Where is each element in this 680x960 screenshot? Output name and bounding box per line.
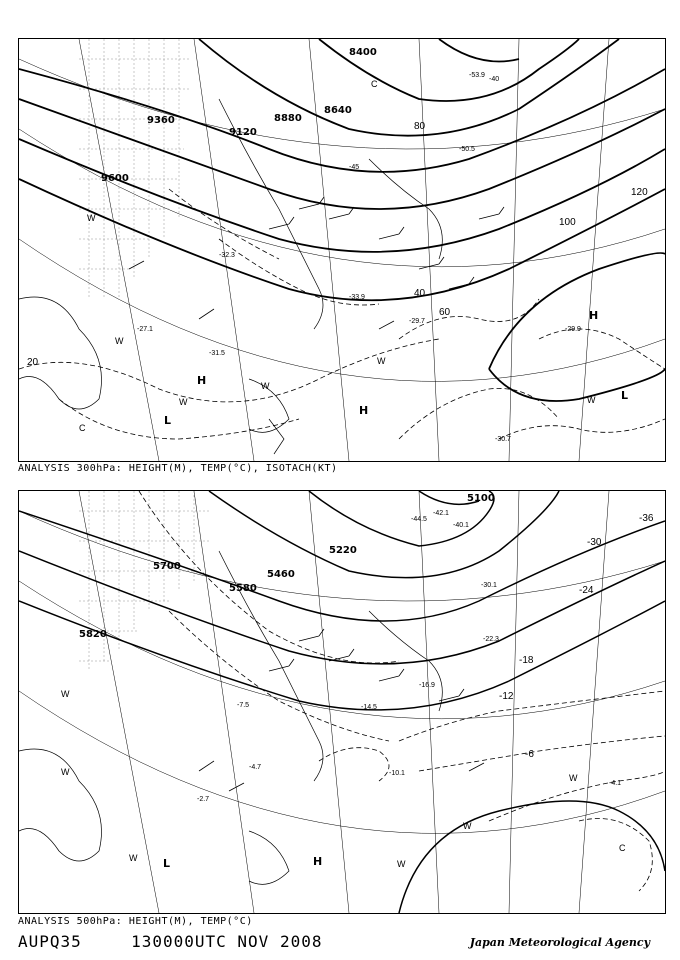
station-label: -7.5 <box>237 702 250 709</box>
temp-label: -36 <box>639 513 654 524</box>
warm-marker: W <box>87 213 96 223</box>
height-label: 5580 <box>229 583 257 594</box>
high-pressure-marker: H <box>359 404 369 417</box>
system-markers <box>163 855 322 870</box>
station-label: -2.7 <box>197 796 210 803</box>
temp-label: -27.1 <box>137 326 153 333</box>
warm-marker: W <box>569 773 578 783</box>
isotach-label: 100 <box>559 217 576 228</box>
chart-code: AUPQ35 <box>18 932 82 951</box>
temp-label: -29.7 <box>409 318 425 325</box>
cold-marker: C <box>79 423 86 433</box>
temp-label: -30.7 <box>495 436 511 443</box>
agency-name: Japan Meteorological Agency <box>469 936 650 949</box>
temp-label: -50.5 <box>459 146 475 153</box>
warm-marker: W <box>261 381 270 391</box>
height-label: 9120 <box>229 127 257 138</box>
low-pressure-marker: L <box>164 414 172 427</box>
warm-cold-markers <box>79 79 599 433</box>
station-label: -16.9 <box>419 682 435 689</box>
temp-label: -32.3 <box>219 252 235 259</box>
coastline <box>19 551 442 884</box>
temp-label: -53.9 <box>469 72 485 79</box>
temp-label: -40 <box>489 76 500 83</box>
height-label: 5220 <box>329 545 357 556</box>
station-label: -44.5 <box>411 516 427 523</box>
station-label: -30.1 <box>481 582 497 589</box>
station-label: -42.1 <box>433 510 449 517</box>
cold-marker: C <box>371 79 378 89</box>
panel-500hpa-caption: ANALYSIS 500hPa: HEIGHT(M), TEMP(°C) <box>18 916 253 927</box>
warm-marker: W <box>129 853 138 863</box>
hatched-region <box>79 491 209 671</box>
warm-marker: W <box>377 356 386 366</box>
high-pressure-marker: H <box>589 309 599 322</box>
high-pressure-marker: H <box>313 855 323 868</box>
height-label: 5700 <box>153 561 181 572</box>
warm-marker: W <box>179 397 188 407</box>
station-label: -10.1 <box>389 770 405 777</box>
station-label: -22.3 <box>483 636 499 643</box>
temp-label: -6 <box>525 749 534 760</box>
temp-label: -31.5 <box>209 350 225 357</box>
height-label: 5820 <box>79 629 107 640</box>
hatched-region <box>79 39 189 299</box>
low-pressure-marker: L <box>621 389 629 402</box>
height-label: 9600 <box>101 173 129 184</box>
isotach-label: 120 <box>631 187 648 198</box>
panel-300hpa-caption: ANALYSIS 300hPa: HEIGHT(M), TEMP(°C), ISOTACH(KT) <box>18 463 338 474</box>
map-panel-300hpa <box>18 38 666 462</box>
isotach-label: 20 <box>27 357 39 368</box>
isotach-label: 40 <box>414 288 426 299</box>
height-label: 8640 <box>324 105 352 116</box>
station-label: -4.1 <box>609 780 622 787</box>
map-500hpa-chart <box>19 491 665 913</box>
station-label: -40.1 <box>453 522 469 529</box>
warm-marker: W <box>397 859 406 869</box>
low-pressure-marker: L <box>163 857 171 870</box>
warm-marker: W <box>587 395 596 405</box>
isotach-label: 80 <box>414 121 426 132</box>
high-pressure-marker: H <box>197 374 207 387</box>
height-label: 5460 <box>267 569 295 580</box>
height-labels <box>101 47 377 184</box>
temp-label: -12 <box>499 691 514 702</box>
temp-label: -18 <box>519 655 534 666</box>
temp-label: -24 <box>579 585 594 596</box>
height-label: 9360 <box>147 115 175 126</box>
system-markers <box>164 309 628 427</box>
cold-marker: C <box>619 843 626 853</box>
temp-label: -30 <box>587 537 602 548</box>
map-300hpa-chart <box>19 39 665 461</box>
station-label: -14.5 <box>361 704 377 711</box>
chart-code-and-time <box>18 932 322 951</box>
warm-marker: W <box>61 767 70 777</box>
isotach-label: 60 <box>439 307 451 318</box>
warm-marker: W <box>463 821 472 831</box>
height-label: 8400 <box>349 47 377 58</box>
temp-label: -45 <box>349 164 360 171</box>
temp-label: -29.9 <box>565 326 581 333</box>
chart-time: 130000UTC NOV 2008 <box>131 932 323 951</box>
wind-barbs <box>199 629 484 791</box>
isotach-labels <box>27 121 648 368</box>
temperature-labels <box>499 513 654 760</box>
height-label: 5100 <box>467 493 495 504</box>
map-panel-500hpa <box>18 490 666 914</box>
warm-marker: W <box>115 336 124 346</box>
temp-label: -33.9 <box>349 294 365 301</box>
warm-marker: W <box>61 689 70 699</box>
station-label: -4.7 <box>249 764 262 771</box>
height-label: 8880 <box>274 113 302 124</box>
coastline <box>19 99 442 454</box>
